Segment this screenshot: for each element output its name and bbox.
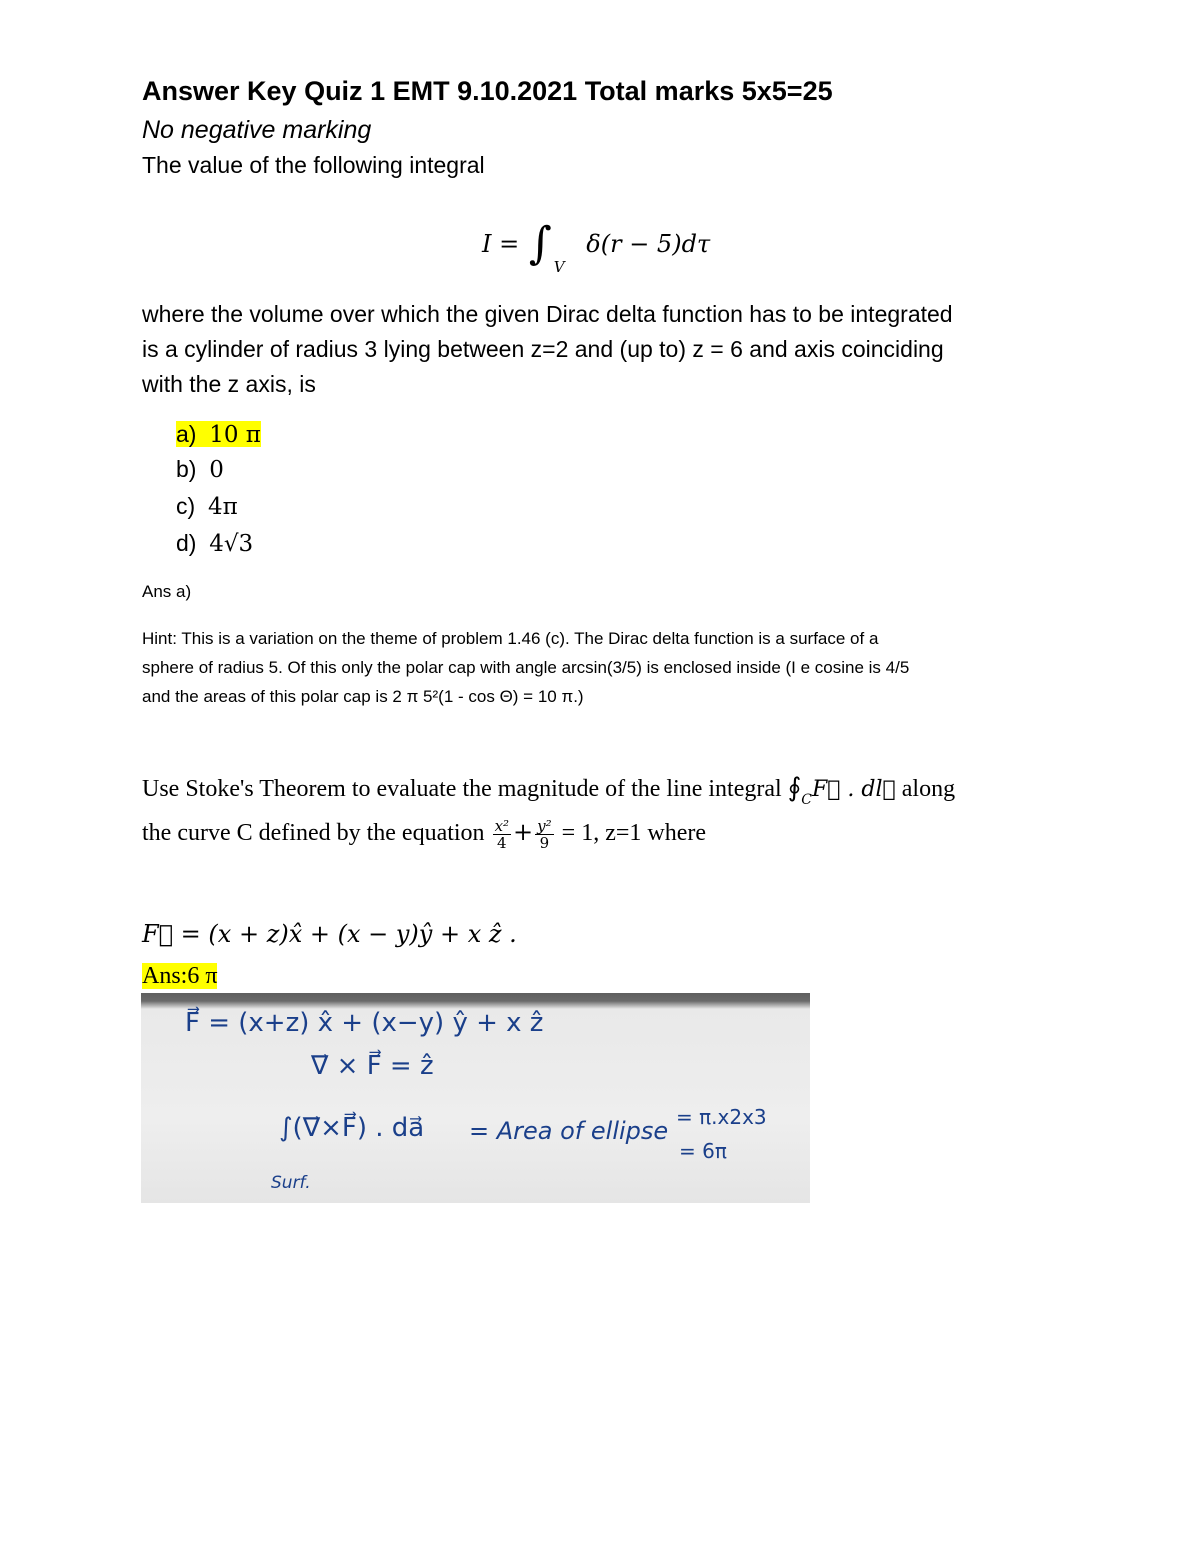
q2-line1-tail: along <box>901 776 956 802</box>
option-label: b) <box>176 456 197 482</box>
frac-numerator: x² <box>494 817 510 835</box>
q1-text-line: with the z axis, is <box>142 371 316 397</box>
fraction-y <box>535 818 554 851</box>
frac-numerator: y² <box>537 817 552 835</box>
line-integral-sign: ∮ <box>787 773 802 803</box>
hw-line-2: ∇⃗ × F⃗ = ẑ <box>311 1051 434 1081</box>
hw-line-4: = 6π <box>679 1139 727 1163</box>
option-value: 10 π <box>209 422 261 448</box>
q2-line1 <box>142 773 956 808</box>
hw-surface-label: Surf. <box>271 1173 311 1193</box>
q2-line2-tail: = 1, z=1 where <box>561 820 707 847</box>
page-subtitle: No negative marking <box>142 116 372 144</box>
q2-line2 <box>142 818 706 851</box>
q1-text-line: is a cylinder of radius 3 lying between z=2 and (up to) z = 6 and axis coinciding <box>142 336 944 362</box>
option-label: c) <box>176 493 196 519</box>
option-c <box>176 493 238 520</box>
q1-hint <box>142 624 909 711</box>
option-d <box>176 530 253 557</box>
page-title: Answer Key Quiz 1 EMT 9.10.2021 Total marks 5x5=25 <box>142 76 833 106</box>
q2-line2-text: the curve C defined by the equation <box>142 820 485 847</box>
q1-text <box>142 297 953 402</box>
q1-intro: The value of the following integral <box>142 152 485 178</box>
hint-line: Hint: This is a variation on the theme of problem 1.46 (c). The Dirac delta function is a surface of a <box>142 629 879 648</box>
hw-line-3-mid: = Area of ellipse <box>469 1117 669 1145</box>
q2-answer-text: Ans:6 π <box>142 963 218 989</box>
integral-lhs: I = <box>482 230 520 258</box>
option-label: d) <box>176 530 197 556</box>
option-value: 4π <box>207 494 238 520</box>
fraction-x <box>493 818 511 851</box>
frac-denominator: 4 <box>497 834 507 852</box>
line-integral-subscript: C <box>801 792 812 808</box>
integral-subscript: V <box>553 258 565 276</box>
integral-body: δ(r − 5)dτ <box>586 230 711 258</box>
option-a <box>176 421 261 448</box>
hw-line-3-rhs: = π.x2x3 <box>676 1105 767 1129</box>
option-b <box>176 456 224 483</box>
hw-line-3-lhs: ∫(∇⃗×F⃗) . da⃗ <box>279 1113 425 1143</box>
q1-answer: Ans a) <box>142 582 192 601</box>
q1-integral <box>482 212 711 276</box>
q1-text-line: where the volume over which the given Dirac delta function has to be integrated <box>142 301 953 327</box>
option-label: a) <box>176 421 197 447</box>
handwritten-solution-photo <box>141 993 810 1203</box>
frac-denominator: 9 <box>539 834 550 852</box>
option-value: 0 <box>209 457 224 483</box>
hw-line-1: F⃗ = (x+z) x̂ + (x−y) ŷ + x ẑ <box>185 1008 544 1038</box>
integral-sign: ∫ <box>528 218 552 269</box>
hint-line: and the areas of this polar cap is 2 π 5²(1 - cos Θ) = 10 π.) <box>142 687 584 706</box>
hint-line: sphere of radius 5. Of this only the polar cap with angle arcsin(3/5) is enclosed inside (I e cosine is 4/5 <box>142 658 910 677</box>
field-definition: F⃗ = (x + z)x̂ + (x − y)ŷ + x ẑ . <box>142 920 517 948</box>
line-integral-body: F⃗ . dl⃗ <box>811 777 896 802</box>
option-value: 4√3 <box>209 531 254 557</box>
q2-answer <box>142 963 217 990</box>
plus-sign: + <box>513 818 534 847</box>
q2-line1-text: Use Stoke's Theorem to evaluate the magnitude of the line integral <box>142 776 782 802</box>
